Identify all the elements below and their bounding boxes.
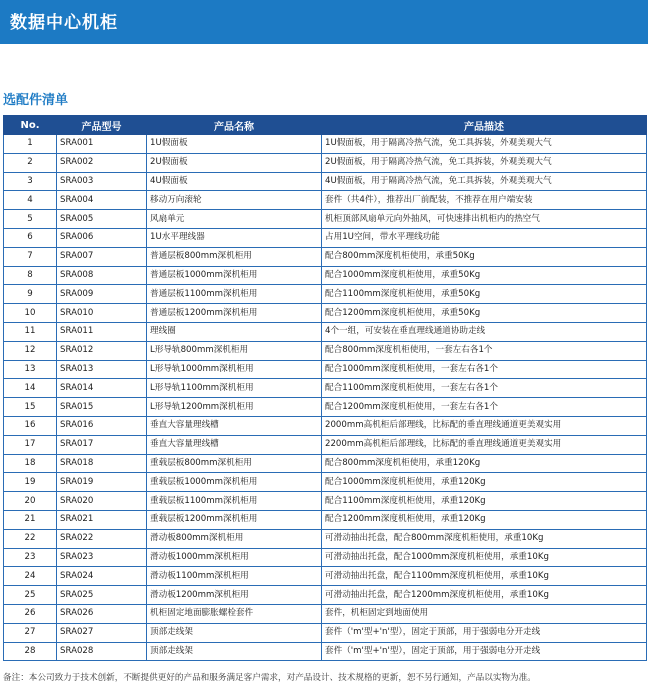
column-header-description: 产品描述: [322, 116, 647, 135]
table-row: [4, 379, 647, 398]
table-row: [4, 642, 647, 661]
cell-name: 普通层板1100mm深机柜用: [147, 285, 322, 304]
cell-description: 配合1000mm深度机柜使用，承重120Kg: [322, 473, 647, 492]
cell-name: 移动万向滚轮: [147, 191, 322, 210]
cell-model: SRA019: [57, 473, 147, 492]
cell-name: 1U水平理线器: [147, 228, 322, 247]
cell-description: 配合1200mm深度机柜使用，一套左右各1个: [322, 398, 647, 417]
table-header-row: [4, 116, 647, 135]
cell-description: 套件（'m'型+'n'型），固定于顶部，用于强弱电分开走线: [322, 642, 647, 661]
cell-no: 16: [4, 416, 57, 435]
table-row: [4, 623, 647, 642]
cell-name: 重载层板1100mm深机柜用: [147, 492, 322, 511]
cell-description: 配合800mm深度机柜使用，承重50Kg: [322, 247, 647, 266]
cell-description: 4U假面板，用于隔离冷热气流，免工具拆装，外观美观大气: [322, 172, 647, 191]
cell-model: SRA027: [57, 623, 147, 642]
table-row: [4, 398, 647, 417]
cell-no: 28: [4, 642, 57, 661]
cell-name: L形导轨1200mm深机柜用: [147, 398, 322, 417]
page-header: [0, 0, 648, 44]
cell-no: 1: [4, 135, 57, 154]
cell-name: 顶部走线架: [147, 642, 322, 661]
cell-description: 配合1200mm深度机柜使用，承重120Kg: [322, 510, 647, 529]
cell-name: L形导轨800mm深机柜用: [147, 341, 322, 360]
table-row: [4, 416, 647, 435]
table-row: [4, 473, 647, 492]
table-body: [4, 135, 647, 661]
cell-model: SRA025: [57, 586, 147, 605]
cell-description: 占用1U空间，带水平理线功能: [322, 228, 647, 247]
cell-description: 可滑动抽出托盘，配合800mm深度机柜使用，承重10Kg: [322, 529, 647, 548]
cell-description: 可滑动抽出托盘，配合1000mm深度机柜使用，承重10Kg: [322, 548, 647, 567]
cell-model: SRA015: [57, 398, 147, 417]
cell-description: 机柜顶部风扇单元向外抽风，可快速排出机柜内的热空气: [322, 210, 647, 229]
column-header-name: 产品名称: [147, 116, 322, 135]
table-row: [4, 604, 647, 623]
cell-name: 垂直大容量理线槽: [147, 416, 322, 435]
cell-name: 滑动板1200mm深机柜用: [147, 586, 322, 605]
cell-no: 2: [4, 153, 57, 172]
table-row: [4, 210, 647, 229]
cell-model: SRA011: [57, 322, 147, 341]
cell-description: 可滑动抽出托盘，配合1200mm深度机柜使用，承重10Kg: [322, 586, 647, 605]
cell-no: 12: [4, 341, 57, 360]
cell-no: 21: [4, 510, 57, 529]
cell-model: SRA002: [57, 153, 147, 172]
cell-description: 配合1100mm深度机柜使用，承重50Kg: [322, 285, 647, 304]
cell-description: 套件（共4件），推荐出厂前配装，不推荐在用户端安装: [322, 191, 647, 210]
cell-description: 配合800mm深度机柜使用，承重120Kg: [322, 454, 647, 473]
cell-description: 配合1000mm深度机柜使用，承重50Kg: [322, 266, 647, 285]
cell-model: SRA018: [57, 454, 147, 473]
cell-no: 8: [4, 266, 57, 285]
cell-model: SRA021: [57, 510, 147, 529]
table-row: [4, 247, 647, 266]
cell-name: 普通层板1000mm深机柜用: [147, 266, 322, 285]
table-row: [4, 341, 647, 360]
cell-description: 配合1100mm深度机柜使用，一套左右各1个: [322, 379, 647, 398]
cell-model: SRA017: [57, 435, 147, 454]
cell-name: 理线圈: [147, 322, 322, 341]
cell-no: 22: [4, 529, 57, 548]
cell-no: 3: [4, 172, 57, 191]
section-title: 选配件清单: [3, 93, 69, 108]
table-row: [4, 548, 647, 567]
cell-name: 滑动板800mm深机柜用: [147, 529, 322, 548]
cell-model: SRA028: [57, 642, 147, 661]
cell-name: 重载层板1200mm深机柜用: [147, 510, 322, 529]
cell-name: 机柜固定地面膨胀螺栓套件: [147, 604, 322, 623]
cell-name: 顶部走线架: [147, 623, 322, 642]
cell-name: 重载层板800mm深机柜用: [147, 454, 322, 473]
table-row: [4, 454, 647, 473]
table-row: [4, 492, 647, 511]
cell-name: 风扇单元: [147, 210, 322, 229]
footnote: 备注：本公司致力于技术创新，不断提供更好的产品和服务满足客户需求，对产品设计、技术规格的更新，恕不另行通知，产品以实物为准。: [3, 673, 536, 683]
cell-model: SRA008: [57, 266, 147, 285]
cell-no: 15: [4, 398, 57, 417]
table-row: [4, 586, 647, 605]
cell-model: SRA001: [57, 135, 147, 154]
cell-description: 4个一组，可安装在垂直理线通道协助走线: [322, 322, 647, 341]
table-row: [4, 266, 647, 285]
cell-model: SRA014: [57, 379, 147, 398]
cell-name: 普通层板1200mm深机柜用: [147, 304, 322, 323]
cell-name: 2U假面板: [147, 153, 322, 172]
cell-no: 25: [4, 586, 57, 605]
cell-description: 套件，机柜固定到地面使用: [322, 604, 647, 623]
table-row: [4, 191, 647, 210]
cell-model: SRA010: [57, 304, 147, 323]
page-title: 数据中心机柜: [10, 13, 118, 33]
cell-name: 滑动板1000mm深机柜用: [147, 548, 322, 567]
cell-description: 可滑动抽出托盘，配合1100mm深度机柜使用，承重10Kg: [322, 567, 647, 586]
cell-model: SRA004: [57, 191, 147, 210]
table-row: [4, 135, 647, 154]
cell-model: SRA024: [57, 567, 147, 586]
table-row: [4, 153, 647, 172]
column-header-no: No.: [4, 116, 57, 135]
cell-name: 1U假面板: [147, 135, 322, 154]
cell-model: SRA013: [57, 360, 147, 379]
cell-model: SRA006: [57, 228, 147, 247]
table-row: [4, 360, 647, 379]
cell-model: SRA016: [57, 416, 147, 435]
cell-no: 9: [4, 285, 57, 304]
table-row: [4, 510, 647, 529]
cell-description: 配合1000mm深度机柜使用，一套左右各1个: [322, 360, 647, 379]
cell-description: 2000mm高机柜后部理线，比标配的垂直理线通道更美观实用: [322, 416, 647, 435]
cell-name: L形导轨1100mm深机柜用: [147, 379, 322, 398]
cell-name: 4U假面板: [147, 172, 322, 191]
cell-no: 11: [4, 322, 57, 341]
cell-model: SRA022: [57, 529, 147, 548]
cell-model: SRA009: [57, 285, 147, 304]
cell-model: SRA023: [57, 548, 147, 567]
cell-no: 13: [4, 360, 57, 379]
cell-no: 14: [4, 379, 57, 398]
table-row: [4, 322, 647, 341]
table-row: [4, 228, 647, 247]
cell-no: 5: [4, 210, 57, 229]
cell-model: SRA026: [57, 604, 147, 623]
cell-no: 27: [4, 623, 57, 642]
table-row: [4, 172, 647, 191]
cell-name: 滑动板1100mm深机柜用: [147, 567, 322, 586]
cell-model: SRA005: [57, 210, 147, 229]
cell-description: 配合800mm深度机柜使用，一套左右各1个: [322, 341, 647, 360]
column-header-model: 产品型号: [57, 116, 147, 135]
cell-no: 7: [4, 247, 57, 266]
cell-no: 24: [4, 567, 57, 586]
cell-name: L形导轨1000mm深机柜用: [147, 360, 322, 379]
cell-name: 普通层板800mm深机柜用: [147, 247, 322, 266]
cell-no: 19: [4, 473, 57, 492]
table-row: [4, 435, 647, 454]
cell-description: 配合1100mm深度机柜使用，承重120Kg: [322, 492, 647, 511]
cell-description: 2200mm高机柜后部理线，比标配的垂直理线通道更美观实用: [322, 435, 647, 454]
cell-model: SRA012: [57, 341, 147, 360]
cell-description: 2U假面板，用于隔离冷热气流，免工具拆装，外观美观大气: [322, 153, 647, 172]
cell-description: 1U假面板，用于隔离冷热气流，免工具拆装，外观美观大气: [322, 135, 647, 154]
cell-model: SRA003: [57, 172, 147, 191]
cell-no: 20: [4, 492, 57, 511]
table-row: [4, 285, 647, 304]
cell-model: SRA007: [57, 247, 147, 266]
cell-description: 套件（'m'型+'n'型），固定于顶部，用于强弱电分开走线: [322, 623, 647, 642]
cell-no: 6: [4, 228, 57, 247]
cell-no: 17: [4, 435, 57, 454]
cell-no: 23: [4, 548, 57, 567]
cell-no: 26: [4, 604, 57, 623]
cell-description: 配合1200mm深度机柜使用，承重50Kg: [322, 304, 647, 323]
cell-name: 重载层板1000mm深机柜用: [147, 473, 322, 492]
cell-no: 4: [4, 191, 57, 210]
cell-no: 18: [4, 454, 57, 473]
accessory-table: [3, 115, 647, 661]
cell-model: SRA020: [57, 492, 147, 511]
cell-name: 垂直大容量理线槽: [147, 435, 322, 454]
table-row: [4, 567, 647, 586]
table-row: [4, 529, 647, 548]
table-row: [4, 304, 647, 323]
cell-no: 10: [4, 304, 57, 323]
